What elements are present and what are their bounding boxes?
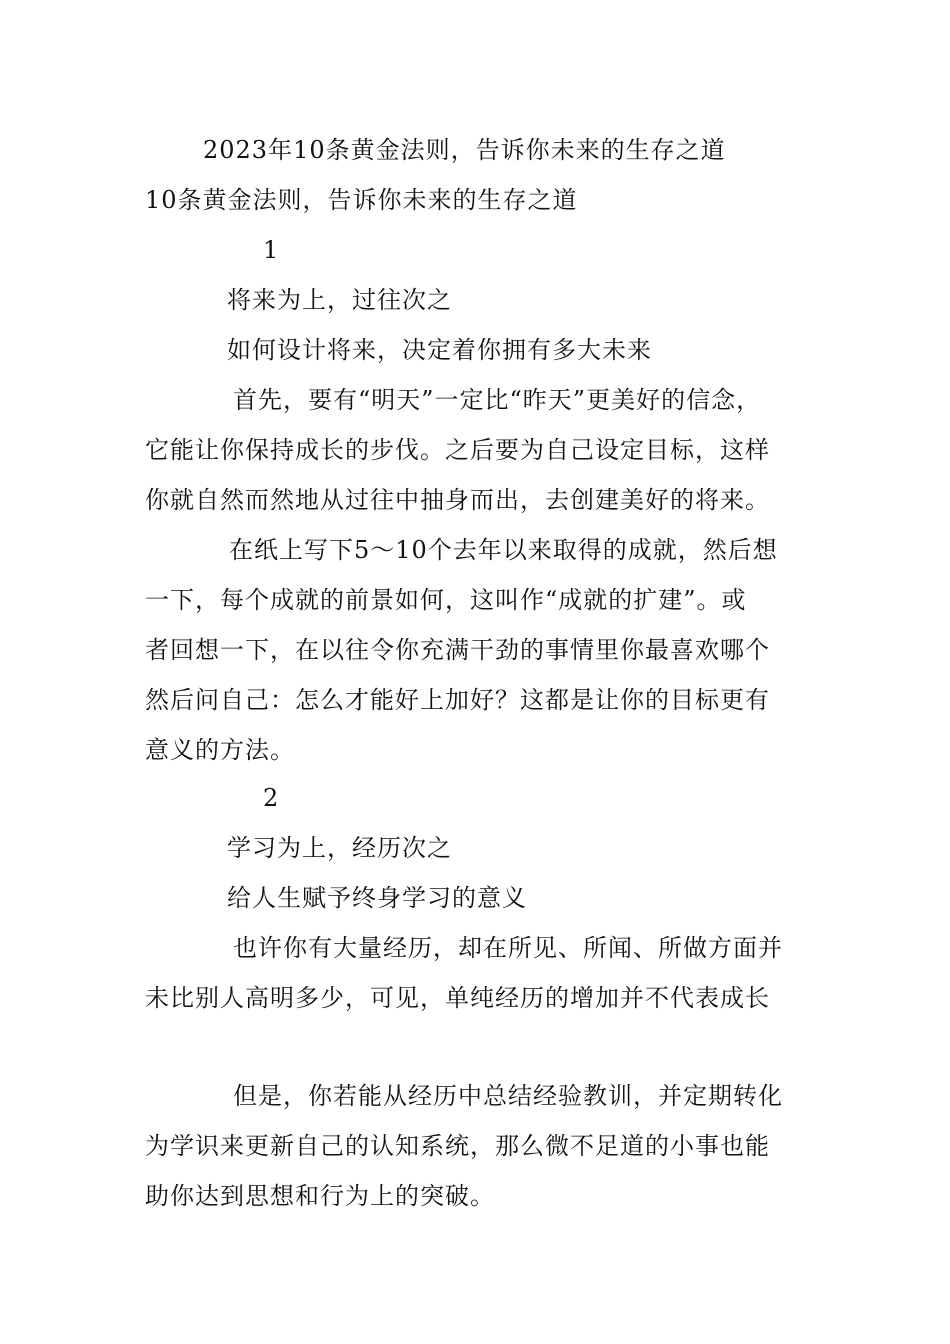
paragraph-line: 未比别人高明多少，可见，单纯经历的增加并不代表成长	[145, 984, 770, 1012]
paragraph-line: 者回想一下，在以往令你充满干劲的事情里你最喜欢哪个	[145, 636, 770, 664]
section-heading: 将来为上，过往次之	[227, 286, 452, 314]
paragraph-line: 首先，要有“明天”一定比“昨天”更美好的信念，	[233, 386, 762, 414]
document-subtitle: 10条黄金法则，告诉你未来的生存之道	[145, 186, 578, 214]
paragraph-line: 一下，每个成就的前景如何，这叫作“成就的扩建”。或	[145, 586, 747, 614]
paragraph-line: 在纸上写下5～10个去年以来取得的成就，然后想	[229, 536, 778, 564]
paragraph-line: 也许你有大量经历，却在所见、所闻、所做方面并	[233, 934, 783, 962]
paragraph-line: 助你达到思想和行为上的突破。	[145, 1182, 495, 1210]
paragraph-line: 然后问自己：怎么才能好上加好？这都是让你的目标更有	[145, 686, 770, 714]
paragraph-line: 但是，你若能从经历中总结经验教训，并定期转化	[233, 1082, 783, 1110]
section-subheading: 如何设计将来，决定着你拥有多大未来	[227, 336, 652, 364]
document-title: 2023年10条黄金法则，告诉你未来的生存之道	[203, 136, 726, 164]
paragraph-line: 为学识来更新自己的认知系统，那么微不足道的小事也能	[145, 1132, 770, 1160]
section-number: 2	[263, 784, 280, 812]
paragraph-line: 它能让你保持成长的步伐。之后要为自己设定目标，这样	[145, 436, 770, 464]
paragraph-line: 你就自然而然地从过往中抽身而出，去创建美好的将来。	[145, 486, 770, 514]
section-heading: 学习为上，经历次之	[227, 834, 452, 862]
section-subheading: 给人生赋予终身学习的意义	[227, 884, 527, 912]
paragraph-line: 意义的方法。	[145, 736, 295, 764]
section-number: 1	[263, 236, 280, 264]
